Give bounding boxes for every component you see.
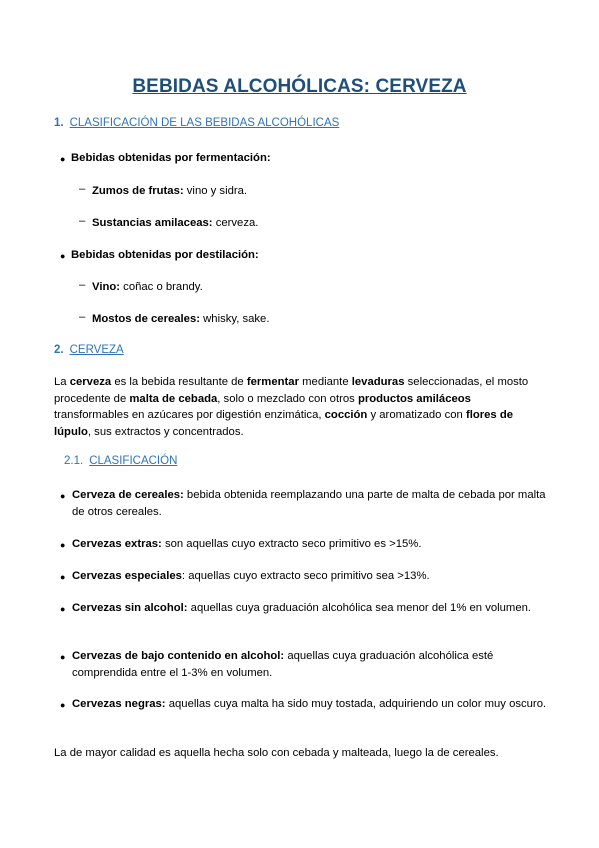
list-item	[92, 279, 203, 295]
item-term: Mostos de cereales:	[92, 313, 200, 325]
bullet-icon: ●	[60, 572, 66, 582]
item-term: Cervezas negras:	[72, 698, 166, 710]
text-run: es la bebida resultante de	[111, 376, 247, 388]
bullet-icon: ●	[60, 251, 66, 261]
bullet-icon: ●	[60, 491, 66, 501]
bold-run: malta de cebada	[129, 392, 218, 405]
section-2-number: 2.	[54, 344, 64, 356]
item-term: Sustancias amilaceas:	[92, 217, 213, 229]
bullet-icon: ●	[60, 540, 66, 550]
distillation-label-text: Bebidas obtenidas por destilación:	[71, 249, 259, 261]
subsection-number: 2.1.	[64, 455, 84, 467]
item-term: Cervezas especiales	[72, 570, 182, 582]
list-item	[72, 648, 547, 681]
item-desc: vino y sidra.	[183, 185, 248, 197]
dash-icon: –	[79, 215, 86, 227]
item-term: Vino:	[92, 281, 121, 293]
fermentation-label-text: Bebidas obtenidas por fermentación:	[71, 152, 271, 164]
bold-run: fermentar	[246, 376, 299, 388]
text-run: , sus extractos y concentrados.	[87, 425, 244, 438]
item-desc: aquellas cuya malta ha sido muy tostada, adquiriendo un color muy oscuro.	[165, 698, 547, 710]
text-run: La	[54, 376, 70, 388]
list-item	[72, 696, 547, 713]
subsection-title: CLASIFICACIÓN	[89, 455, 178, 467]
bold-run: productos amiláceos	[357, 392, 471, 405]
list-item	[72, 487, 547, 520]
bold-run: levaduras	[351, 376, 405, 388]
item-term: Cervezas sin alcohol:	[72, 602, 188, 614]
text-run: y aromatizado con	[367, 409, 466, 421]
item-term: Cervezas extras:	[72, 538, 162, 550]
list-item	[72, 568, 547, 585]
text-run: mediante	[298, 376, 352, 388]
subsection-2-1-heading	[64, 455, 177, 467]
closing-sentence: La de mayor calidad es aquella hecha solo con cebada y malteada, luego la de cereales.	[54, 747, 499, 759]
item-desc: whisky, sake.	[200, 313, 270, 325]
text-run: , solo o mezclado con otros	[217, 392, 358, 405]
dash-icon: –	[79, 183, 86, 195]
bullet-icon: ●	[60, 154, 66, 164]
bullet-icon: ●	[60, 700, 66, 710]
bold-run: cocción	[324, 409, 368, 421]
cerveza-definition	[54, 374, 544, 440]
bold-run: cerveza	[69, 376, 112, 388]
section-1-number: 1.	[54, 117, 64, 129]
item-desc: bebida obtenida reemplazando una parte de malta de cebada por malta de otros cereales.	[72, 489, 546, 518]
dash-icon: –	[79, 279, 86, 291]
section-1-title: CLASIFICACIÓN DE LAS BEBIDAS ALCOHÓLICAS	[69, 117, 340, 129]
fermentation-label	[71, 150, 271, 166]
item-term: Cerveza de cereales:	[72, 489, 184, 501]
section-1-heading	[54, 117, 339, 129]
item-desc: coñac o brandy.	[120, 281, 203, 293]
distillation-label	[71, 247, 259, 263]
section-2-heading	[54, 344, 124, 356]
list-item	[72, 536, 547, 553]
bullet-icon: ●	[60, 604, 66, 614]
item-desc: son aquellas cuyo extracto seco primitivo es >15%.	[161, 538, 422, 550]
item-desc: cerveza.	[212, 217, 259, 229]
section-2-title: CERVEZA	[69, 344, 124, 356]
list-item	[92, 215, 258, 231]
list-item	[92, 311, 269, 327]
item-desc: aquellas cuya graduación alcohólica sea menor del 1% en volumen.	[187, 602, 532, 614]
text-run: transformables en azúcares por digestión enzimática,	[54, 409, 325, 421]
item-desc: aquellas cuya graduación alcohólica esté comprendida entre el 1-3% en volumen.	[72, 650, 494, 679]
item-term: Cervezas de bajo contenido en alcohol:	[72, 650, 285, 662]
dash-icon: –	[79, 311, 86, 323]
item-desc: : aquellas cuyo extracto seco primitivo sea >13%.	[181, 570, 430, 582]
bold-run: flores de lúpulo	[54, 409, 514, 438]
bullet-icon: ●	[60, 652, 66, 662]
text-run: seleccionadas, el mosto procedente de	[54, 376, 529, 405]
item-term: Zumos de frutas:	[92, 185, 184, 197]
document-title: BEBIDAS ALCOHÓLICAS: CERVEZA	[132, 76, 467, 97]
list-item	[92, 183, 247, 199]
list-item	[72, 600, 547, 617]
